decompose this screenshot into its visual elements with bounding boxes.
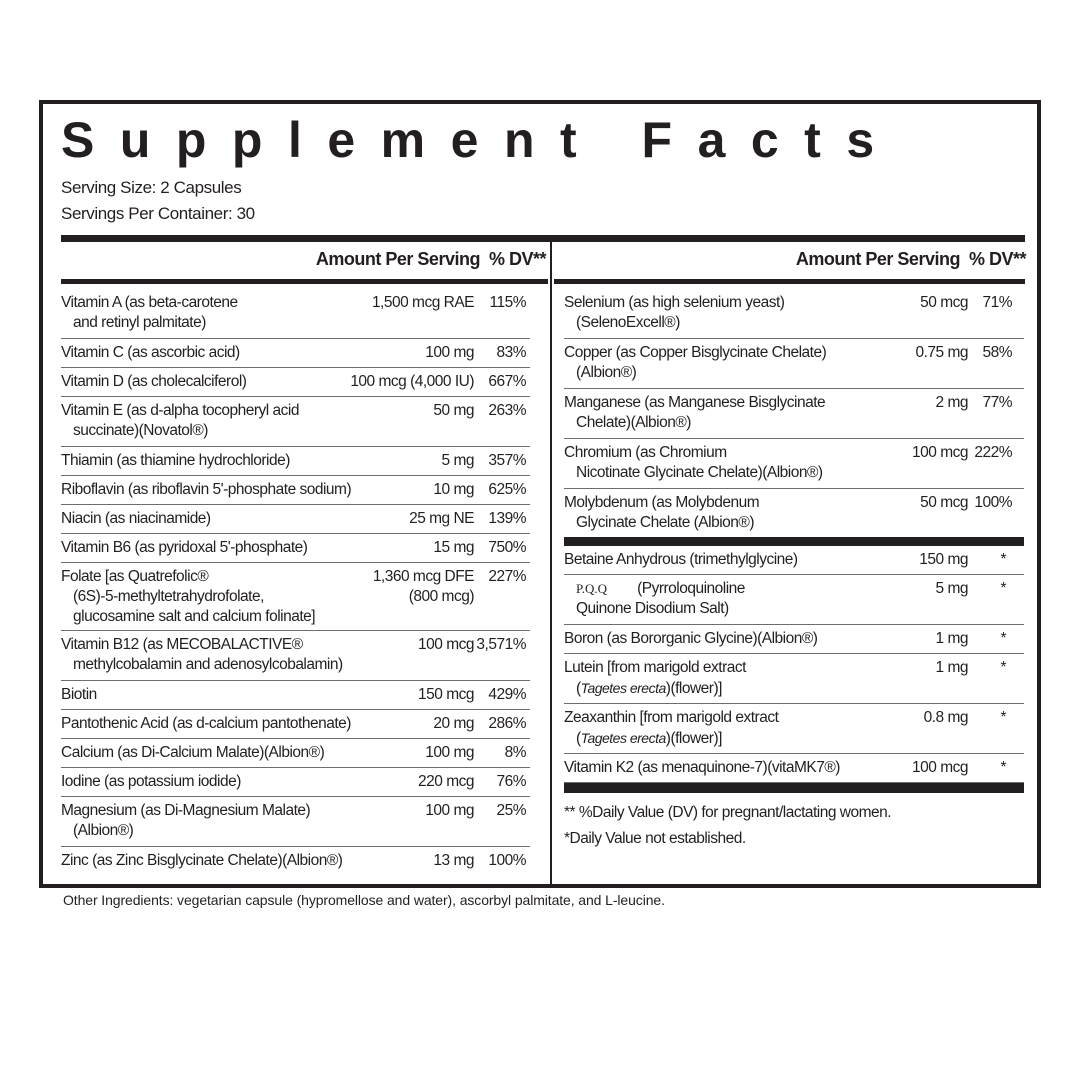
nutrient-row	[564, 339, 1024, 389]
nutrient-amount: 100 mcg	[912, 444, 968, 461]
nutrient-amount: 100 mcg	[418, 636, 474, 653]
supplement-facts-panel	[39, 100, 1041, 888]
left-nutrient-list	[61, 289, 530, 876]
nutrient-row	[564, 625, 1024, 654]
nutrient-name-italic: Tagetes erecta	[580, 680, 666, 696]
nutrient-dv: 100%	[488, 852, 526, 869]
nutrient-name-suffix: )(flower)]	[665, 680, 722, 697]
nutrient-dv: 25%	[496, 802, 526, 819]
nutrient-amount: 150 mcg	[418, 686, 474, 703]
nutrient-row	[564, 654, 1024, 704]
nutrient-dv: *	[1000, 759, 1006, 776]
nutrient-dv: 8%	[504, 744, 526, 761]
nutrient-name-text: Biotin	[61, 686, 97, 703]
nutrient-name-text: Zinc (as Zinc Bisglycinate Chelate)(Albion®)	[61, 852, 343, 869]
nutrient-dv: 76%	[496, 773, 526, 790]
nutrient-row	[61, 339, 530, 368]
nutrient-dv: 58%	[982, 344, 1012, 361]
nutrient-row	[61, 476, 530, 505]
nutrient-dv: *	[1000, 659, 1006, 676]
nutrient-amount: 25 mg NE	[409, 510, 474, 527]
right-nutrient-list	[564, 289, 1024, 793]
nutrient-amount: 0.8 mg	[923, 709, 968, 726]
nutrient-name-text: Chromium (as Chromium Nicotinate Glycinate Chelate)(Albion®)	[564, 444, 823, 481]
nutrient-row	[61, 289, 530, 339]
nutrient-name-text: Vitamin D (as cholecalciferol)	[61, 373, 247, 390]
nutrient-dv: 286%	[488, 715, 526, 732]
nutrient-name-text: Calcium (as Di-Calcium Malate)(Albion®)	[61, 744, 325, 761]
nutrient-amount: 0.75 mg	[915, 344, 968, 361]
nutrient-amount: 100 mg	[425, 344, 474, 361]
nutrient-row	[61, 739, 530, 768]
nutrient-amount: 1 mg	[935, 630, 968, 647]
nutrient-amount: 220 mcg	[418, 773, 474, 790]
nutrient-row	[61, 505, 530, 534]
nutrient-name-text: Selenium (as high selenium yeast) (SelenoExcell®)	[564, 294, 785, 331]
nutrient-row	[61, 447, 530, 476]
thick-divider	[564, 537, 1024, 546]
nutrient-name-suffix: )(flower)]	[665, 730, 722, 747]
nutrient-row	[61, 563, 530, 631]
nutrient-row	[61, 631, 530, 681]
nutrient-dv: 222%	[974, 444, 1012, 461]
nutrient-row	[61, 768, 530, 797]
nutrient-name-text: Betaine Anhydrous (trimethylglycine)	[564, 551, 798, 568]
nutrient-name-text: (Pyrroloquinoline Quinone Disodium Salt)	[576, 580, 745, 617]
nutrient-row	[61, 710, 530, 739]
nutrient-amount: 5 mg	[935, 580, 968, 597]
dv-header: % DV**	[488, 249, 546, 269]
nutrient-name-text: Vitamin K2 (as menaquinone-7)(vitaMK7®)	[564, 759, 840, 776]
servings-per-container: Servings Per Container: 30	[61, 204, 255, 223]
nutrient-row	[564, 389, 1024, 439]
nutrient-amount: 1 mg	[935, 659, 968, 676]
nutrient-name-text: Vitamin E (as d-alpha tocopheryl acid succinate)(Novatol®)	[61, 402, 299, 439]
amount-header: Amount Per Serving	[795, 249, 960, 269]
nutrient-dv: 100%	[974, 494, 1012, 511]
nutrient-dv: *	[1000, 709, 1006, 726]
nutrient-row	[61, 368, 530, 397]
nutrient-dv: 115%	[489, 294, 526, 311]
nutrient-amount: 1,360 mcg DFE (800 mcg)	[372, 568, 474, 605]
dv-header: % DV**	[968, 249, 1026, 269]
right-header	[796, 249, 1026, 270]
nutrient-dv: 83%	[496, 344, 526, 361]
nutrient-row	[564, 754, 1024, 783]
thick-divider	[564, 783, 1024, 793]
nutrient-dv: 71%	[982, 294, 1012, 311]
nutrient-row	[564, 439, 1024, 489]
nutrient-row	[61, 681, 530, 710]
nutrient-dv: 139%	[488, 510, 526, 527]
thick-divider	[61, 279, 548, 284]
footnote-not-established: *Daily Value not established.	[564, 830, 746, 847]
nutrient-name-text: Thiamin (as thiamine hydrochloride)	[61, 452, 290, 469]
nutrient-name-text: Molybdenum (as Molybdenum Glycinate Chelate (Albion®)	[564, 494, 760, 531]
nutrient-row	[564, 546, 1024, 575]
nutrient-name-text: Vitamin B12 (as MECOBALACTIVE® methylcobalamin and adenosylcobalamin)	[61, 636, 343, 673]
nutrient-prefix: P.Q.Q	[576, 581, 608, 596]
nutrient-name-text: Riboflavin (as riboflavin 5'-phosphate sodium)	[61, 481, 352, 498]
nutrient-amount: 100 mg	[425, 744, 474, 761]
nutrient-dv: 625%	[488, 481, 526, 498]
nutrient-name-text: Lutein [from marigold extract (	[564, 659, 746, 697]
nutrient-name-text: Niacin (as niacinamide)	[61, 510, 211, 527]
nutrient-row	[564, 575, 1024, 625]
nutrient-name-text: Copper (as Copper Bisglycinate Chelate) (Albion®)	[564, 344, 827, 381]
column-divider	[550, 235, 552, 884]
thick-divider	[554, 279, 1025, 284]
nutrient-name-text: Iodine (as potassium iodide)	[61, 773, 241, 790]
nutrient-amount: 50 mcg	[920, 294, 968, 311]
nutrient-dv: 77%	[982, 394, 1012, 411]
nutrient-dv: 750%	[488, 539, 526, 556]
nutrient-amount: 20 mg	[433, 715, 474, 732]
thick-divider	[61, 235, 1025, 242]
nutrient-dv: *	[1000, 630, 1006, 647]
nutrient-amount: 100 mcg	[912, 759, 968, 776]
serving-size: Serving Size: 2 Capsules	[61, 178, 242, 197]
nutrient-amount: 50 mcg	[920, 494, 968, 511]
nutrient-name-text: Boron (as Bororganic Glycine)(Albion®)	[564, 630, 818, 647]
nutrient-row	[564, 704, 1024, 754]
nutrient-dv: 227%	[488, 568, 526, 585]
nutrient-row	[61, 397, 530, 447]
nutrient-dv: 3,571%	[476, 636, 526, 653]
amount-header: Amount Per Serving	[315, 249, 480, 269]
nutrient-row	[61, 847, 530, 876]
nutrient-amount: 15 mg	[433, 539, 474, 556]
nutrient-row	[61, 797, 530, 847]
nutrient-amount: 100 mg	[425, 802, 474, 819]
footnote-dv: ** %Daily Value (DV) for pregnant/lactating women.	[564, 804, 892, 821]
nutrient-row	[564, 489, 1024, 539]
nutrient-dv: 357%	[488, 452, 526, 469]
nutrient-name-text: Vitamin C (as ascorbic acid)	[61, 344, 240, 361]
nutrient-name-italic: Tagetes erecta	[580, 730, 666, 746]
nutrient-amount: 1,500 mcg RAE	[371, 294, 474, 311]
nutrient-amount: 150 mg	[919, 551, 968, 568]
nutrient-dv: 667%	[488, 373, 526, 390]
nutrient-dv: *	[1000, 551, 1006, 568]
nutrient-name-text: Pantothenic Acid (as d-calcium pantothenate)	[61, 715, 351, 732]
nutrient-dv: 263%	[488, 402, 526, 419]
nutrient-amount: 50 mg	[433, 402, 474, 419]
nutrient-dv: *	[1000, 580, 1006, 597]
nutrient-dv: 429%	[488, 686, 526, 703]
nutrient-name-text: Zeaxanthin [from marigold extract (	[564, 709, 779, 747]
nutrient-amount: 10 mg	[433, 481, 474, 498]
nutrient-name-text: Manganese (as Manganese Bisglycinate Chelate)(Albion®)	[564, 394, 826, 431]
nutrient-row	[564, 289, 1024, 339]
nutrient-amount: 13 mg	[433, 852, 474, 869]
nutrient-amount: 5 mg	[441, 452, 474, 469]
nutrient-name-text: Vitamin A (as beta-carotene and retinyl palmitate)	[61, 294, 238, 331]
nutrient-amount: 2 mg	[935, 394, 968, 411]
nutrient-name-text: Vitamin B6 (as pyridoxal 5'-phosphate)	[61, 539, 308, 556]
nutrient-amount: 100 mcg (4,000 IU)	[350, 373, 474, 390]
panel-title: Supplement Facts	[61, 112, 900, 168]
nutrient-row	[61, 534, 530, 563]
other-ingredients: Other Ingredients: vegetarian capsule (hypromellose and water), ascorbyl palmitate, and L-leucine.	[63, 892, 665, 908]
left-header	[316, 249, 546, 270]
nutrient-name-text: Magnesium (as Di-Magnesium Malate) (Albion®)	[61, 802, 311, 839]
nutrient-name-text: Folate [as Quatrefolic® (6S)-5-methyltetrahydrofolate, glucosamine salt and calcium folinate]	[61, 568, 316, 625]
